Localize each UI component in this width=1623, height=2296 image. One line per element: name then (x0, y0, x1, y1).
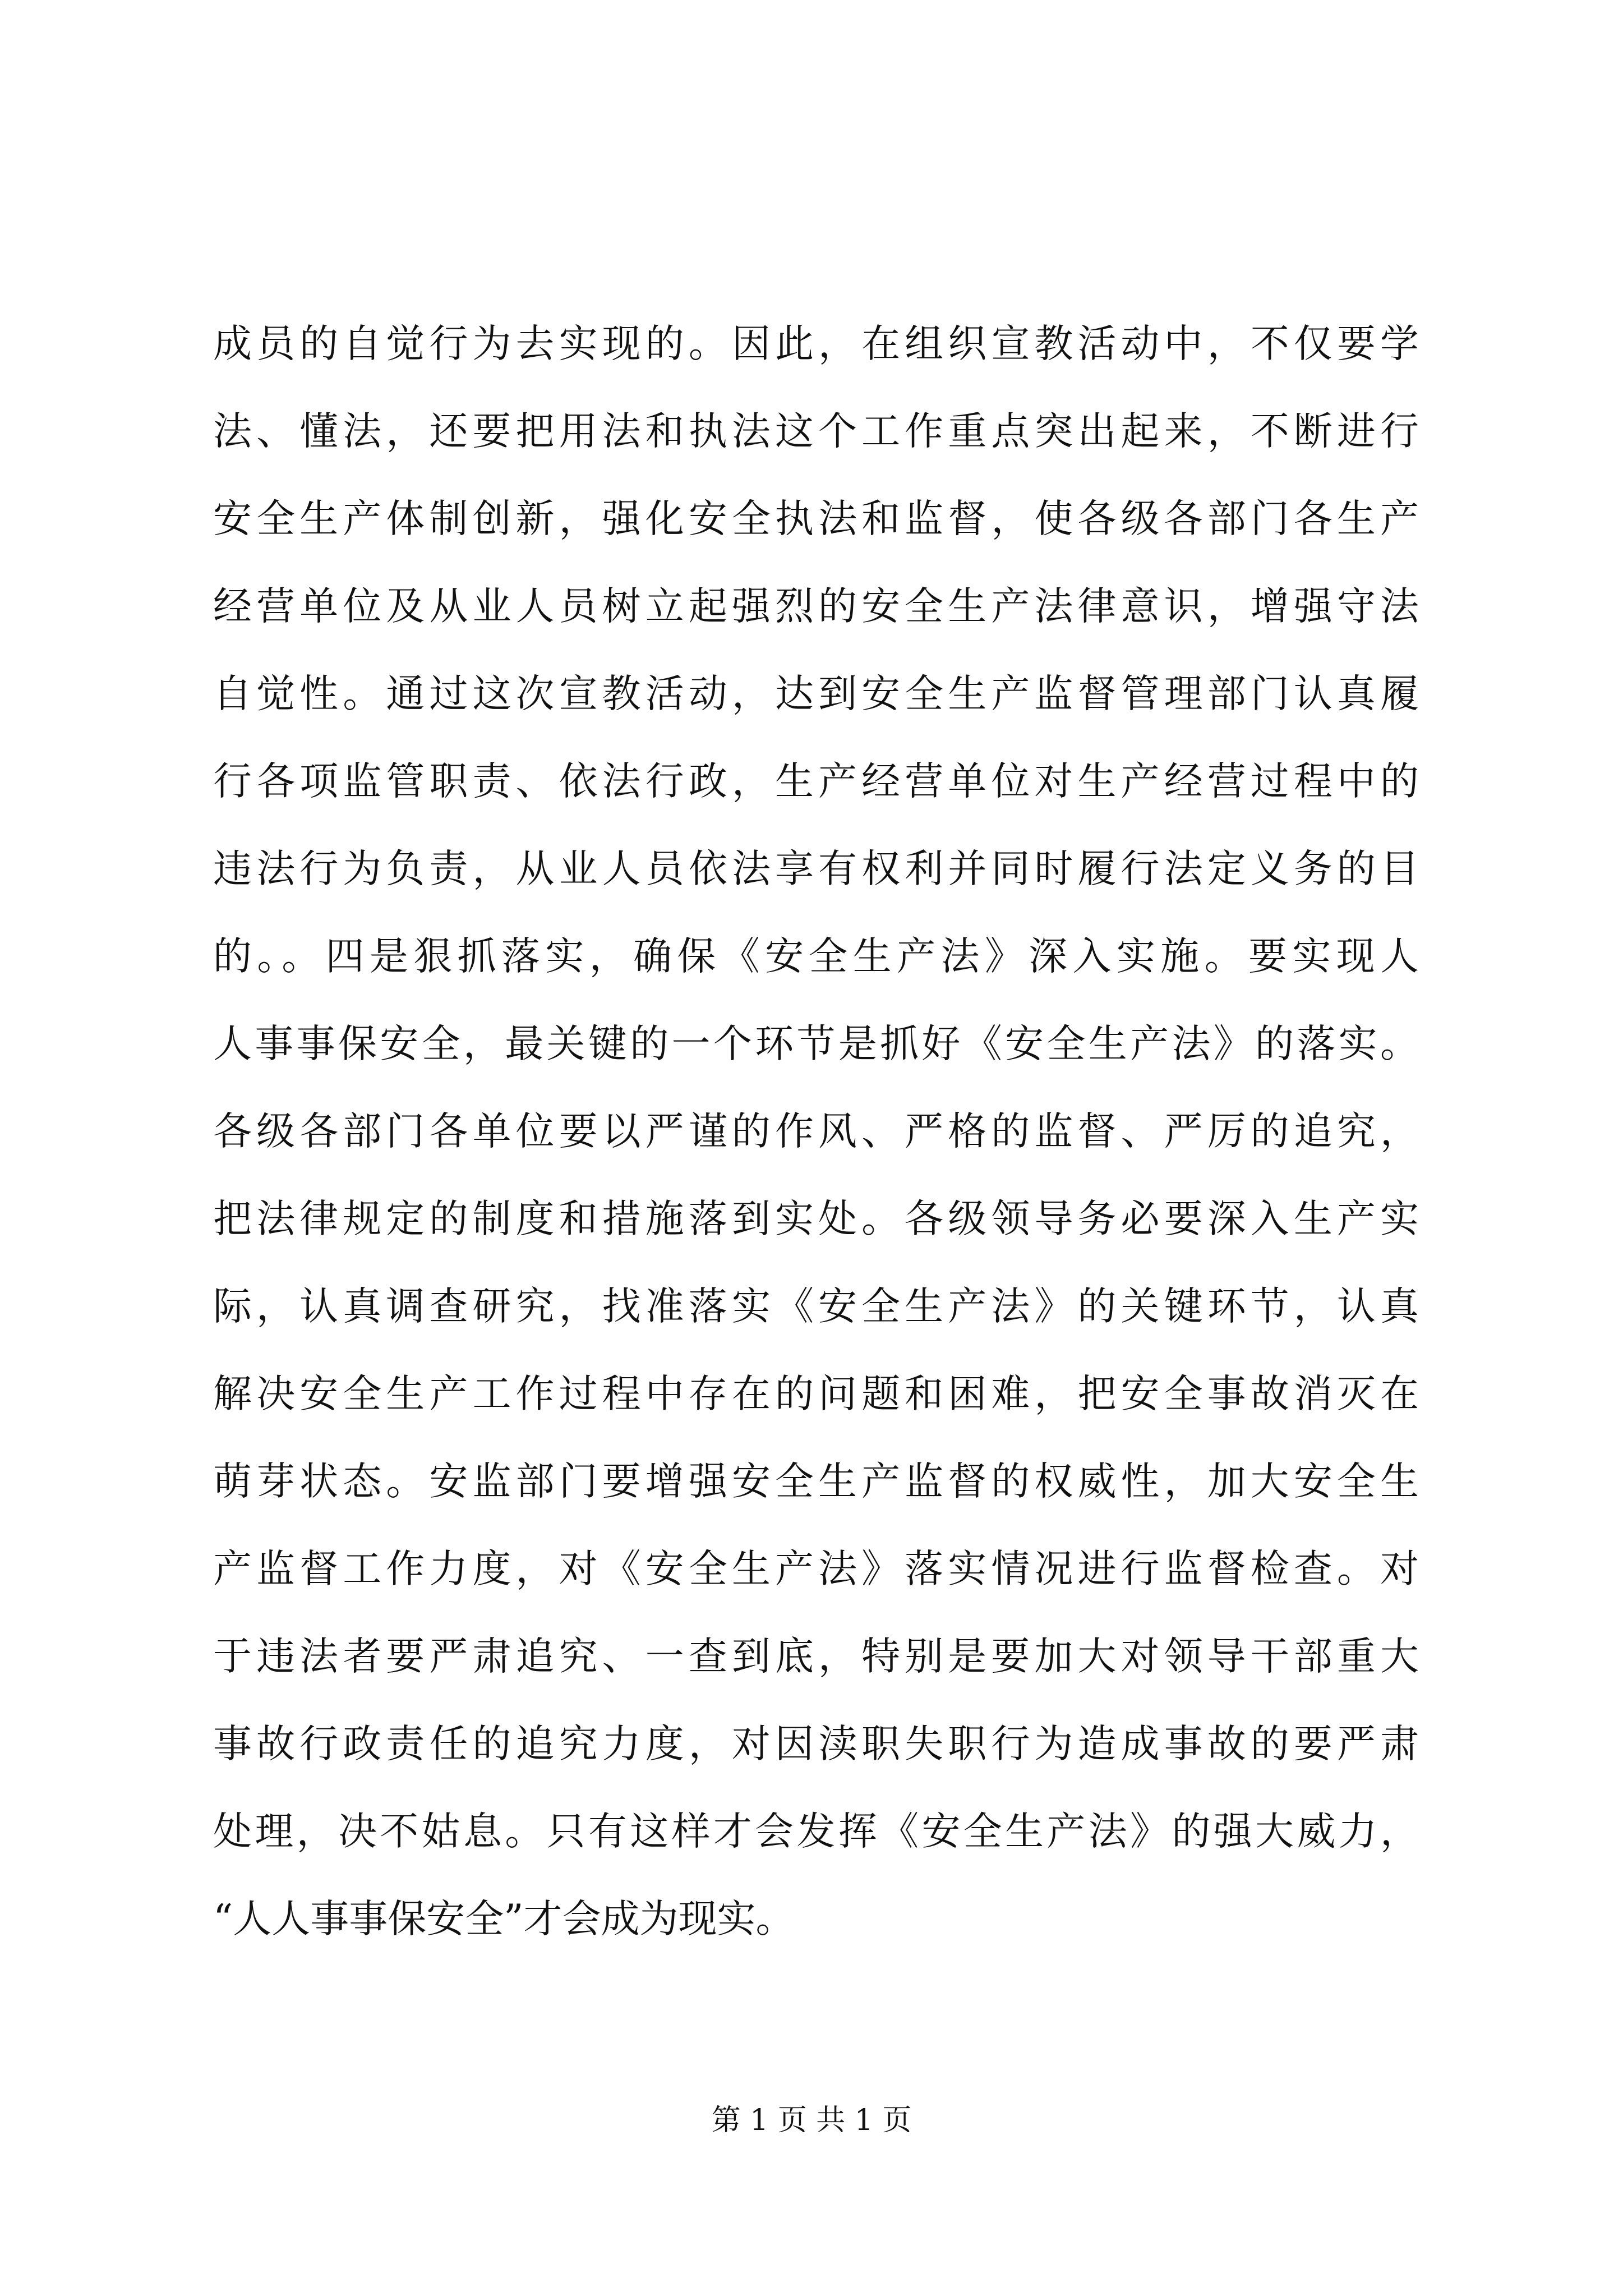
paragraph-line-6: 行各项监管职责、依法行政，生产经营单位对生产经营过程中的 (213, 759, 1419, 804)
paragraph-line-10: 各级各部门各单位要以严谨的作风、严格的监督、严厉的追究， (213, 1109, 1419, 1154)
paragraph-line-4: 经营单位及从业人员树立起强烈的安全生产法律意识，增强守法 (213, 584, 1419, 629)
paragraph-line-15: 产监督工作力度，对《安全生产法》落实情况进行监督检查。对 (213, 1547, 1419, 1591)
paragraph-line-11: 把法律规定的制度和措施落到实处。各级领导务必要深入生产实 (213, 1197, 1419, 1241)
paragraph-line-19: “人人事事保安全”才会成为现实。 (213, 1897, 795, 1941)
body-paragraph (213, 300, 1419, 1963)
paragraph-line-13: 解决安全生产工作过程中存在的问题和困难，把安全事故消灭在 (213, 1372, 1419, 1416)
paragraph-line-9: 人事事保安全，最关键的一个环节是抓好《安全生产法》的落实。 (213, 1022, 1419, 1066)
paragraph-line-2: 法、懂法，还要把用法和执法这个工作重点突出起来，不断进行 (213, 409, 1419, 454)
page-number-label: 第 1 页 共 1 页 (711, 2104, 912, 2137)
paragraph-line-1: 成员的自觉行为去实现的。因此，在组织宣教活动中，不仅要学 (213, 321, 1419, 366)
paragraph-line-18: 处理，决不姑息。只有这样才会发挥《安全生产法》的强大威力， (213, 1809, 1419, 1854)
paragraph-line-7: 违法行为负责，从业人员依法享有权利并同时履行法定义务的目 (213, 846, 1419, 891)
paragraph-line-5: 自觉性。通过这次宣教活动，达到安全生产监督管理部门认真履 (213, 671, 1419, 716)
paragraph-line-17: 事故行政责任的追究力度，对因渎职失职行为造成事故的要严肃 (213, 1722, 1419, 1766)
paragraph-line-3: 安全生产体制创新，强化安全执法和监督，使各级各部门各生产 (213, 496, 1419, 541)
paragraph-line-16: 于违法者要严肃追究、一查到底，特别是要加大对领导干部重大 (213, 1634, 1419, 1679)
paragraph-line-8: 的。。四是狠抓落实，确保《安全生产法》深入实施。要实现人 (213, 934, 1419, 979)
paragraph-line-14: 萌芽状态。安监部门要增强安全生产监督的权威性，加大安全生 (213, 1459, 1419, 1504)
page-footer (0, 2101, 1623, 2140)
paragraph-line-12: 际，认真调查研究，找准落实《安全生产法》的关键环节，认真 (213, 1284, 1419, 1329)
